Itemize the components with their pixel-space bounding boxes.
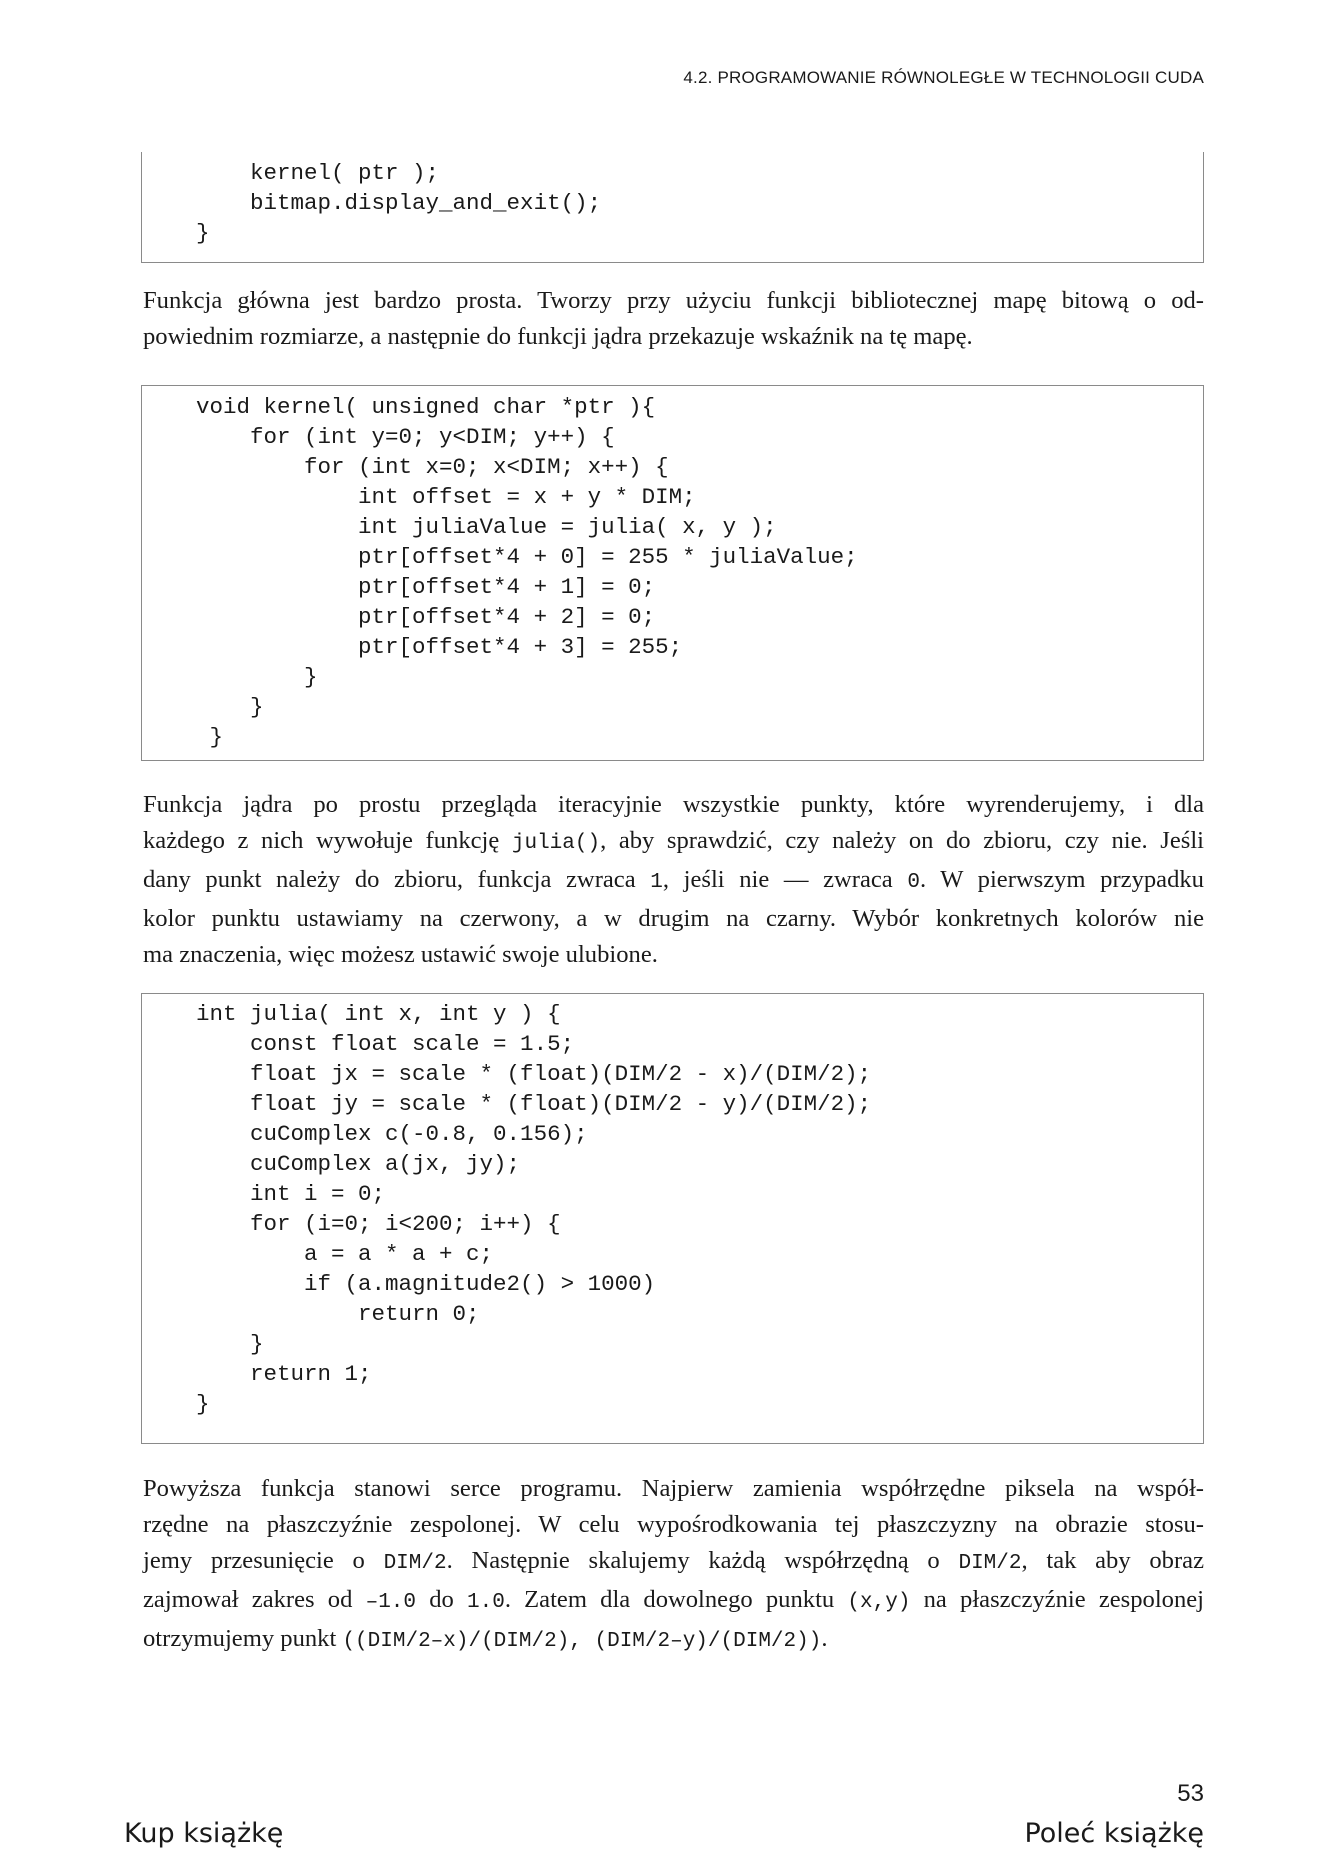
code-listing <box>142 392 1203 752</box>
code-block-julia <box>141 993 1204 1444</box>
code-line: void kernel( unsigned char *ptr ){ <box>142 394 656 420</box>
code-line: float jx = scale * (float)(DIM/2 - x)/(DIM/2); <box>142 1061 872 1087</box>
code-line: } <box>142 1331 264 1357</box>
buy-book-link[interactable]: Kup książkę <box>124 1818 284 1849</box>
code-line: const float scale = 1.5; <box>142 1031 575 1057</box>
code-listing <box>142 158 1203 248</box>
text-line: powiednim rozmiarze, a następnie do funkcji jądra przekazuje wskaźnik na tę mapę. <box>143 323 973 350</box>
text-line: Funkcja jądra po prostu przegląda iteracyjnie wszystkie punkty, które wyrenderujemy, i dla <box>143 791 1204 818</box>
text-line: rzędne na płaszczyźnie zespolonej. W celu wypośrodkowania tej płaszczyzny na obrazie stosu- <box>143 1511 1204 1538</box>
paragraph-main-description <box>143 283 1204 355</box>
code-line: int i = 0; <box>142 1181 386 1207</box>
text-line: jemy przesunięcie o DIM/2. Następnie skalujemy każdą współrzędną o DIM/2, tak aby obraz <box>143 1547 1204 1575</box>
text-line: otrzymujemy punkt ((DIM/2–x)/(DIM/2), (DIM/2–y)/(DIM/2)). <box>143 1625 828 1653</box>
code-line: kernel( ptr ); <box>142 160 440 186</box>
code-line: ptr[offset*4 + 1] = 0; <box>142 574 656 600</box>
text-line: ma znaczenia, więc możesz ustawić swoje ulubione. <box>143 941 658 968</box>
code-listing <box>142 999 1203 1419</box>
code-line: return 0; <box>142 1301 480 1327</box>
inline-code: ((DIM/2–x)/(DIM/2), (DIM/2–y)/(DIM/2)) <box>342 1630 822 1653</box>
code-line: bitmap.display_and_exit(); <box>142 190 602 216</box>
paragraph-kernel-description <box>143 787 1204 973</box>
code-line: int offset = x + y * DIM; <box>142 484 696 510</box>
code-line: } <box>142 1391 210 1417</box>
code-line: return 1; <box>142 1361 372 1387</box>
text-line: dany punkt należy do zbioru, funkcja zwraca 1, jeśli nie — zwraca 0. W pierwszym przypadku <box>143 866 1204 894</box>
code-line: ptr[offset*4 + 3] = 255; <box>142 634 683 660</box>
inline-code: –1.0 <box>365 1591 417 1614</box>
recommend-book-link[interactable]: Poleć książkę <box>1024 1818 1204 1849</box>
page-number: 53 <box>1177 1780 1204 1807</box>
code-line: } <box>142 694 264 720</box>
code-line: for (int x=0; x<DIM; x++) { <box>142 454 669 480</box>
text-line: każdego z nich wywołuje funkcję julia(), aby sprawdzić, czy należy on do zbioru, czy nie. Jeśli <box>143 827 1204 855</box>
code-line: ptr[offset*4 + 0] = 255 * juliaValue; <box>142 544 858 570</box>
code-block-kernel <box>141 385 1204 761</box>
code-line: int julia( int x, int y ) { <box>142 1001 561 1027</box>
code-line: cuComplex c(-0.8, 0.156); <box>142 1121 588 1147</box>
inline-code: (x,y) <box>847 1591 911 1614</box>
inline-code: DIM/2 <box>958 1552 1022 1575</box>
inline-code: 1.0 <box>467 1591 505 1614</box>
code-line: for (i=0; i<200; i++) { <box>142 1211 561 1237</box>
paragraph-julia-description <box>143 1471 1204 1660</box>
code-line: ptr[offset*4 + 2] = 0; <box>142 604 656 630</box>
text-line: kolor punktu ustawiamy na czerwony, a w drugim na czarny. Wybór konkretnych kolorów nie <box>143 905 1204 932</box>
code-line: if (a.magnitude2() > 1000) <box>142 1271 656 1297</box>
inline-code: julia() <box>511 832 601 855</box>
code-line: float jy = scale * (float)(DIM/2 - y)/(DIM/2); <box>142 1091 872 1117</box>
code-line: } <box>142 664 318 690</box>
inline-code: 0 <box>907 871 920 894</box>
text-line: Powyższa funkcja stanowi serce programu. Najpierw zamienia współrzędne piksela na współ- <box>143 1475 1204 1502</box>
text-line: Funkcja główna jest bardzo prosta. Tworzy przy użyciu funkcji bibliotecznej mapę bitową o od- <box>143 287 1204 314</box>
code-line: } <box>142 724 224 750</box>
inline-code: DIM/2 <box>383 1552 447 1575</box>
code-line: a = a * a + c; <box>142 1241 494 1267</box>
inline-code: 1 <box>650 871 663 894</box>
code-line: int juliaValue = julia( x, y ); <box>142 514 777 540</box>
code-block-main-tail <box>141 152 1204 263</box>
text-line: zajmował zakres od –1.0 do 1.0. Zatem dla dowolnego punktu (x,y) na płaszczyźnie zespolonej <box>143 1586 1205 1614</box>
code-line: for (int y=0; y<DIM; y++) { <box>142 424 615 450</box>
running-header: 4.2. PROGRAMOWANIE RÓWNOLEGŁE W TECHNOLOGII CUDA <box>683 68 1204 87</box>
code-line: } <box>142 220 210 246</box>
code-line: cuComplex a(jx, jy); <box>142 1151 521 1177</box>
